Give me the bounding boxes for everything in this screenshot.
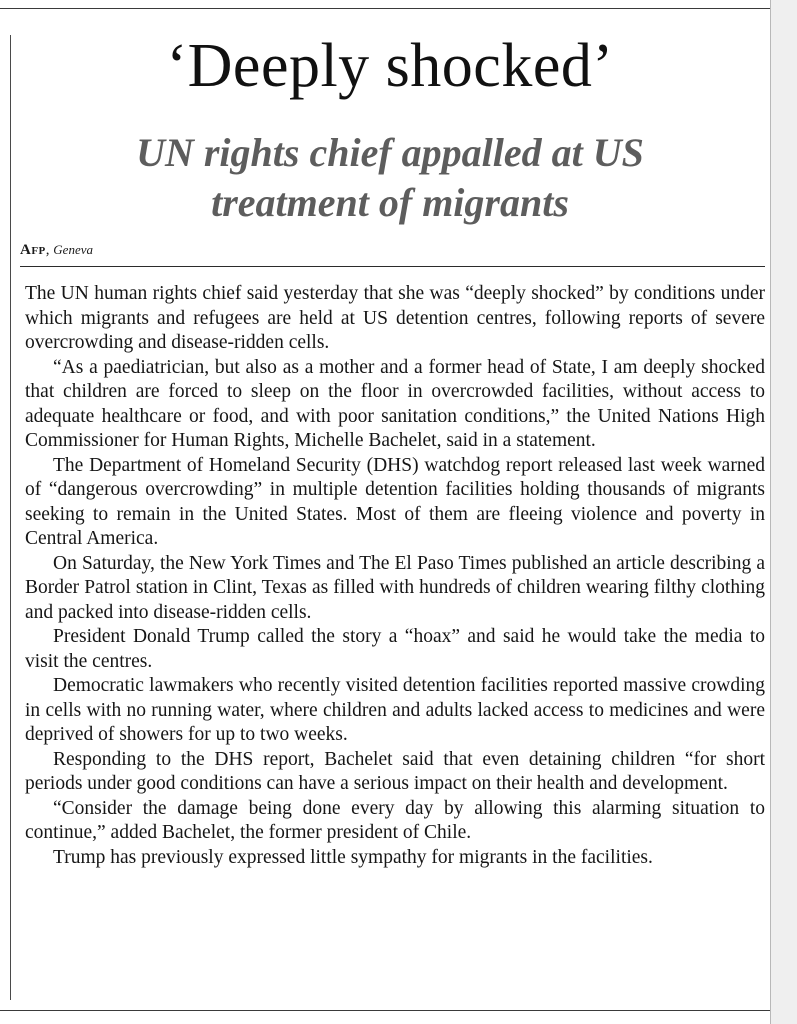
article-body bbox=[25, 282, 765, 870]
subheadline-line-1: UN rights chief appalled at US bbox=[136, 130, 644, 175]
paragraph-8: “Consider the damage being done every day by allowing this alarming situation to continue,” added Bachelet, the former president of Chile. bbox=[25, 797, 765, 843]
paragraph-6: Democratic lawmakers who recently visited detention facilities reported massive crowding in cells with no running water, where children and adults lacked access to medicines and were deprived of showers for up to two weeks. bbox=[25, 675, 765, 745]
byline-separator: , bbox=[45, 242, 54, 258]
paragraph-1: The UN human rights chief said yesterday that she was “deeply shocked” by conditions under which migrants and refugees are held at US detention centres, following reports of severe overcrowding and disease-ridden cells. bbox=[25, 283, 765, 353]
paragraph-5: President Donald Trump called the story a “hoax” and said he would take the media to visit the centres. bbox=[25, 626, 765, 672]
paragraph-3: The Department of Homeland Security (DHS) watchdog report released last week warned of “dangerous overcrowding” in multiple detention facilities holding thousands of migrants seeking to remain in the United States. Most of them are fleeing violence and poverty in Central America. bbox=[25, 454, 765, 549]
paragraph-4: On Saturday, the New York Times and The El Paso Times published an article describing a Border Patrol station in Clint, Texas as filled with hundreds of children wearing filthy clothing and packed into disease-ridden cells. bbox=[25, 552, 765, 623]
column-divider bbox=[770, 0, 771, 1024]
subheadline-line-2: treatment of migrants bbox=[211, 180, 569, 225]
paragraph-2: “As a paediatrician, but also as a mother and a former head of State, I am deeply shocked that children are forced to sleep on the floor in overcrowded facilities, without access to adequate healthcare or food, and with poor sanitation conditions,” the United Nations High Commissioner for Human Rights, Michelle Bachelet, said in a statement. bbox=[25, 356, 765, 451]
adjacent-column-edge bbox=[770, 0, 797, 1024]
byline-divider bbox=[20, 266, 765, 267]
byline-agency: Afp bbox=[20, 242, 46, 258]
byline bbox=[20, 240, 93, 260]
headline: ‘Deeply shocked’ bbox=[166, 32, 614, 100]
paragraph-9: Trump has previously expressed little sympathy for migrants in the facilities. bbox=[53, 846, 653, 868]
byline-dateline: Geneva bbox=[53, 242, 93, 257]
bottom-border-rule bbox=[0, 1010, 770, 1011]
subheadline bbox=[10, 128, 770, 228]
top-border-rule bbox=[0, 8, 770, 9]
paragraph-7: Responding to the DHS report, Bachelet said that even detaining children “for short periods under good conditions can have a serious impact on their health and development. bbox=[25, 748, 765, 794]
